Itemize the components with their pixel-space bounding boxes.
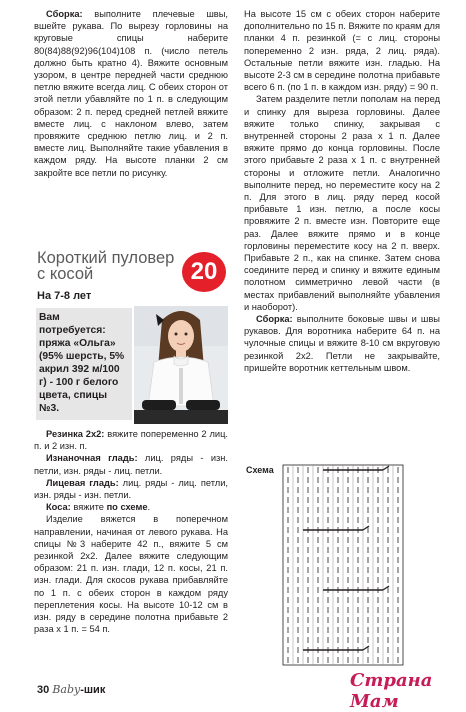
model-photo xyxy=(134,306,228,424)
magazine-brand: Baby xyxy=(52,683,81,696)
left-column xyxy=(34,8,228,179)
assembly-text: выполните плечевые швы, вшейте рукава. По вырезу горловины на круговые спицы наберите 80(84)88(92)96(104)108 п. (число петель должно быть кратно 4). Вяжите основным узором, в центре передней части среднюю петлю вяжите всегда лиц. С обеих сторон от этой петли убавляйте по 1 п. в следующим образом: 2 п. перед средней петлей вяжите вместе лиц. с наклоном влево, затем провяжите среднюю петлю лиц. и 2 п. вместе лиц. Выполняйте такие убавления в каждом ряду. На высоте планки 2 см закройте все петли по рисунку. xyxy=(34,9,228,178)
watermark: Страна Мам xyxy=(350,670,433,712)
page-footer xyxy=(37,683,105,696)
pattern-cable: Коса: вяжите по схеме. xyxy=(46,502,151,513)
right-paragraph-2: Затем разделите петли пополам на перед и спинку для выреза горловины. Далее вяжите только спинку, закрывая с внутренней стороны 2 раза х 1 п. Далее вяжите прямо до конца горловины. После этого прибавьте 2 раза х 1 п. с внутренней стороны и отложите петли. Аналогично выполните перед, но переместите косу на 2 п. Для этого в лиц. ряду перед косой прибавьте 1 изн. петлю, а после косы провяжите 2 п. вместе изн. Повторите еще раз. Далее вяжите прямо и в конце горловины переместите косу на 2 п. вверх. Прибавьте 2 п., как на спинке. Затем снова соедините перед и спинку и вяжите единым полотном симметрично левой части (в местах прибавлений выполняйте убавления и наоборот). xyxy=(244,94,440,312)
age-range: На 7-8 лет xyxy=(37,290,92,302)
assembly-label: Сборка: xyxy=(46,9,83,19)
requirements-box: Вам потребуется: пряжа «Ольга» (95% шерсть, 5% акрил 392 м/100 г) - 100 г белого цвета, спицы №3. xyxy=(36,308,132,420)
girl-in-sweater-image xyxy=(134,306,228,424)
assembly-paragraph xyxy=(34,8,228,179)
pattern-reverse-stockinette: Изнаночная гладь: лиц. ряды - изн. петли, изн. ряды - лиц. петли. xyxy=(34,453,228,476)
right-column xyxy=(244,8,440,374)
scheme-label: Схема xyxy=(246,465,274,475)
model-number-badge: 20 xyxy=(182,252,226,292)
model-title: Короткий пуловер с косой xyxy=(37,249,175,283)
pattern-rib: Резинка 2х2: вяжите попеременно 2 лиц. п. и 2 изн. п. xyxy=(34,429,228,452)
right-paragraph-1: На высоте 15 см с обеих сторон наберите дополнительно по 15 п. Вяжите по краям для планки 4 п. резинкой (= с лиц. стороны попеременно 2 изн. ряда, 2 лиц. ряда). Остальные петли вяжите изн. гладью. На высоте 2-3 см в середине полотна прибавьте всего 6 п. (по 1 п. в каждом изн. ряду) = 90 п. xyxy=(244,9,440,93)
page-number: 30 xyxy=(37,684,50,696)
magazine-brand-suffix: -шик xyxy=(80,684,106,696)
cable-chart xyxy=(281,463,409,676)
instructions-left xyxy=(34,428,228,635)
pattern-stockinette: Лицевая гладь: лиц. ряды - лиц. петли, изн. ряды - изн. петли. xyxy=(34,477,228,501)
right-assembly-paragraph: Сборка: выполните боковые швы и швы рукавов. Для воротника наберите 64 п. на чулочные спицы и вяжите 8-10 см вкруговую резинкой 2х2. Петли не закрывайте, пришейте воротник кеттельным швом. xyxy=(244,314,440,373)
main-instructions: Изделие вяжется в поперечном направлении, начиная от левого рукава. На спицы №3 наберите 42 п., вяжите 5 см резинкой 2х2. Далее вяжите следующим образом: 21 п. изн. глади, 12 п. косы, 21 п. изн. глади. Для скосов рукава прибавляйте по 1 п. с обеих сторон в каждом ряду переплетения косы. На высоте 10-12 см в изн. ряду в середине полотна прибавьте 2 раза х 1 п. = 54 п. xyxy=(34,514,228,635)
cable-chart-grid xyxy=(281,463,409,671)
